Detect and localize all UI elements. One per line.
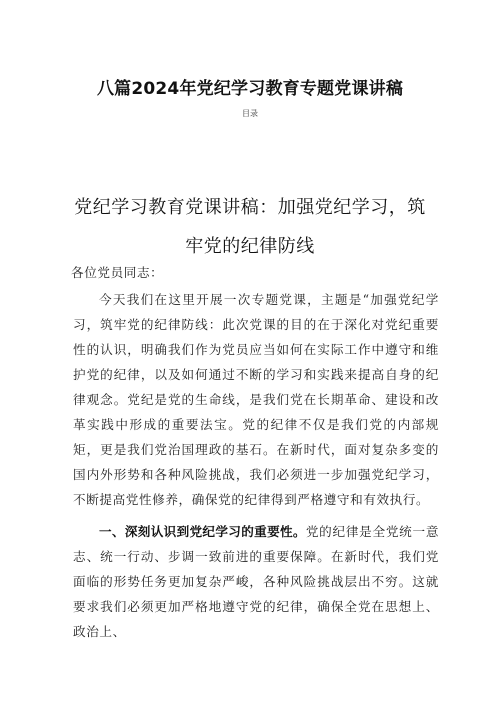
paragraph-section-one-heading: 一、深刻认识到党纪学习的重要性。 [99, 524, 306, 539]
section-heading-line-2: 牢党的纪律防线 [185, 236, 315, 257]
document-title: 八篇2024年党纪学习教育专题党课讲稿 [96, 79, 404, 99]
paragraph-section-one-body: 党的纪律是全党统一意志、统一行动、步调一致前进的重要保障。在新时代，我们党面临的形势任务更加复杂严峻，各种风险挑战层出不穷。这就要求我们必须更加严格地遵守党的纪律，确保全党在思想上、政治上、 [73, 524, 440, 639]
paragraph-intro: 今天我们在这里开展一次专题党课，主题是“加强党纪学习，筑牢党的纪律防线：此次党课的目的在于深化对党纪重要性的认识，明确我们作为党员应当如何在实际工作中遵守和维护党的纪律，以及如何通过不断的学习和实践来提高自身的纪律观念。党纪是党的生命线，是我们党在长期革命、建设和改革实践中形成的重要法宝。党的纪律不仅是我们党的内部规矩，更是我们党治国理政的基石。在新时代，面对复杂多变的国内外形势和各种风险挑战，我们必须进一步加强党纪学习，不断提高党性修养，确保党的纪律得到严格遵守和有效执行。 [73, 292, 439, 507]
section-heading-line-1: 党纪学习教育党课讲稿：加强党纪学习，筑 [74, 197, 426, 218]
paragraph-section-one [73, 519, 439, 644]
salutation: 各位党员同志： [71, 265, 164, 280]
toc-label: 目录 [242, 109, 258, 118]
